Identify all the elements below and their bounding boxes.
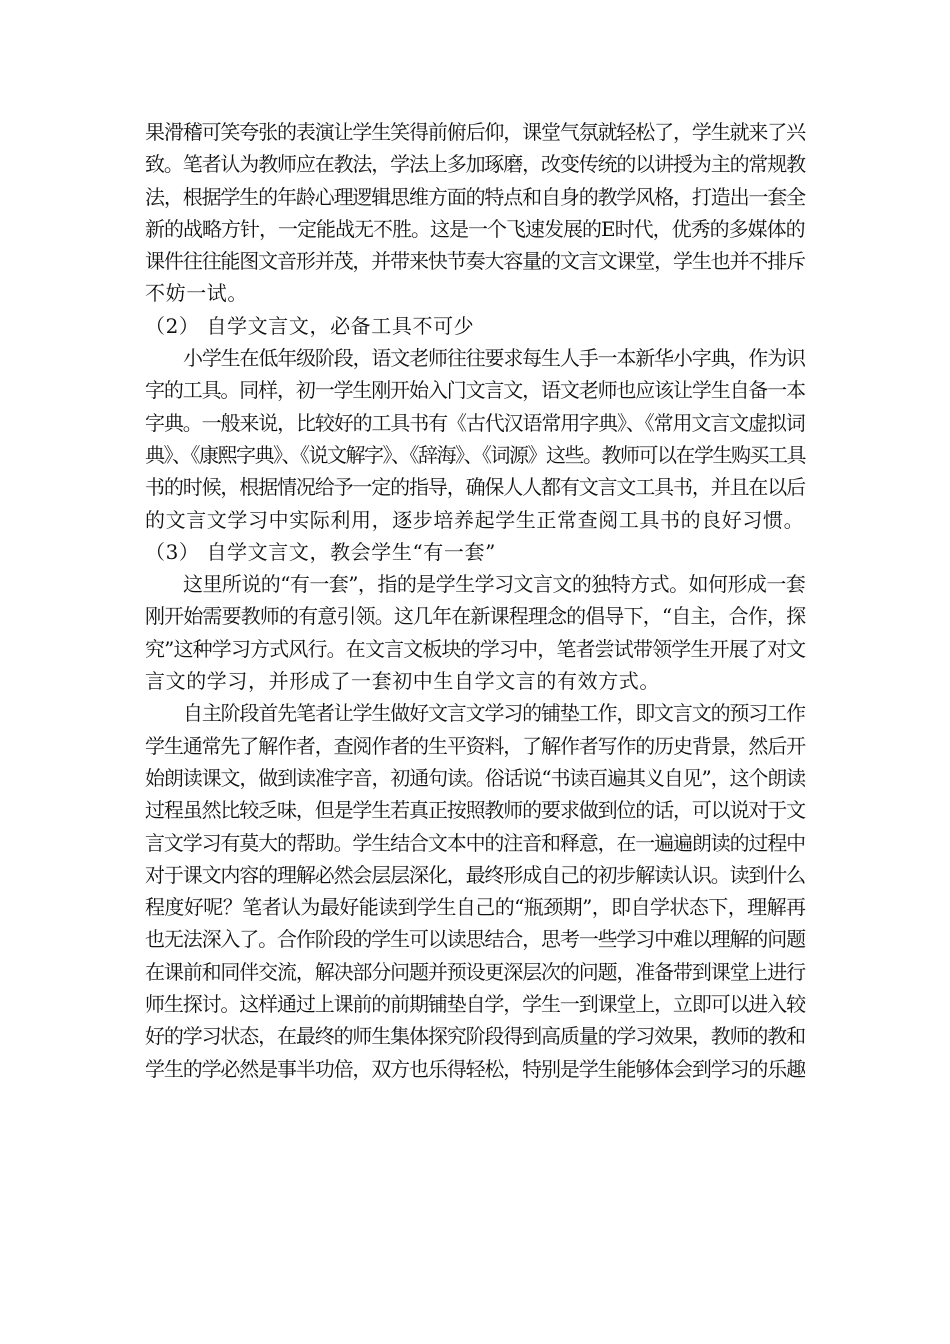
text-line: 程度好呢？笔者认为最好能读到学生自己的“瓶颈期”，即自学状态下，理解再 bbox=[145, 895, 806, 920]
text-line: 刚开始需要教师的有意引领。这几年在新课程理念的倡导下，“自主，合作，探 bbox=[145, 604, 806, 629]
document-body bbox=[145, 116, 805, 1085]
text-line: 书的时候，根据情况给予一定的指导，确保人人都有文言文工具书，并且在以后 bbox=[145, 475, 805, 500]
text-line: 这里所说的“有一套”，指的是学生学习文言文的独特方式。如何形成一套 bbox=[183, 572, 806, 597]
text-line: 也无法深入了。合作阶段的学生可以读思结合，思考一些学习中难以理解的问题 bbox=[145, 927, 805, 952]
text-line: 新的战略方针，一定能战无不胜。这是一个飞速发展的E时代，优秀的多媒体的 bbox=[145, 216, 805, 241]
text-line: 究”这种学习方式风行。在文言文板块的学习中，笔者尝试带领学生开展了对文 bbox=[145, 636, 806, 661]
text-line: 对于课文内容的理解必然会层层深化，最终形成自己的初步解读认识。读到什么 bbox=[145, 862, 805, 887]
text-line: （2） 自学文言文，必备工具不可少 bbox=[145, 313, 475, 338]
text-line: 在课前和同伴交流，解决部分问题并预设更深层次的问题，准备带到课堂上进行 bbox=[145, 959, 805, 984]
text-line: 自主阶段首先笔者让学生做好文言文学习的铺垫工作，即文言文的预习工作 bbox=[183, 701, 805, 726]
text-line: 字的工具。同样，初一学生刚开始入门文言文，语文老师也应该让学生自备一本 bbox=[145, 378, 805, 403]
text-line: 典》、《康熙字典》、《说文解字》、《辞海》、《词源》这些。教师可以在学生购买工具 bbox=[145, 442, 805, 467]
text-line: 学生通常先了解作者，查阅作者的生平资料，了解作者写作的历史背景，然后开 bbox=[145, 733, 805, 758]
text-line: 法，根据学生的年龄心理逻辑思维方面的特点和自身的教学风格，打造出一套全 bbox=[145, 184, 805, 209]
text-line: 致。笔者认为教师应在教法，学法上多加琢磨，改变传统的以讲授为主的常规教 bbox=[145, 152, 805, 177]
text-line: 的文言文学习中实际利用，逐步培养起学生正常查阅工具书的良好习惯。 bbox=[145, 507, 805, 532]
text-line: （3） 自学文言文，教会学生“有一套” bbox=[145, 539, 496, 564]
text-line: 不妨一试。 bbox=[145, 281, 248, 306]
text-line: 小学生在低年级阶段，语文老师往往要求每生人手一本新华小字典，作为识 bbox=[183, 346, 805, 371]
text-line: 过程虽然比较乏味，但是学生若真正按照教师的要求做到位的话，可以说对于文 bbox=[145, 798, 805, 823]
text-line: 始朗读课文，做到读准字音，初通句读。俗话说“书读百遍其义自见”，这个朗读 bbox=[145, 765, 806, 790]
text-line: 果滑稽可笑夸张的表演让学生笑得前俯后仰，课堂气氛就轻松了，学生就来了兴 bbox=[145, 120, 805, 144]
text-line: 师生探讨。这样通过上课前的前期铺垫自学，学生一到课堂上，立即可以进入较 bbox=[145, 992, 805, 1017]
text-line: 言文学习有莫大的帮助。学生结合文本中的注音和释意，在一遍遍朗读的过程中 bbox=[145, 830, 805, 855]
text-line: 学生的学必然是事半功倍，双方也乐得轻松，特别是学生能够体会到学习的乐趣 bbox=[145, 1056, 805, 1081]
text-line: 字典。一般来说，比较好的工具书有《古代汉语常用字典》、《常用文言文虚拟词 bbox=[145, 410, 805, 435]
text-line: 课件往往能图文音形并茂，并带来快节奏大容量的文言文课堂，学生也并不排斥 bbox=[145, 249, 805, 274]
text-line: 言文的学习，并形成了一套初中生自学文言的有效方式。 bbox=[145, 669, 660, 694]
text-line: 好的学习状态，在最终的师生集体探究阶段得到高质量的学习效果，教师的教和 bbox=[145, 1024, 805, 1049]
